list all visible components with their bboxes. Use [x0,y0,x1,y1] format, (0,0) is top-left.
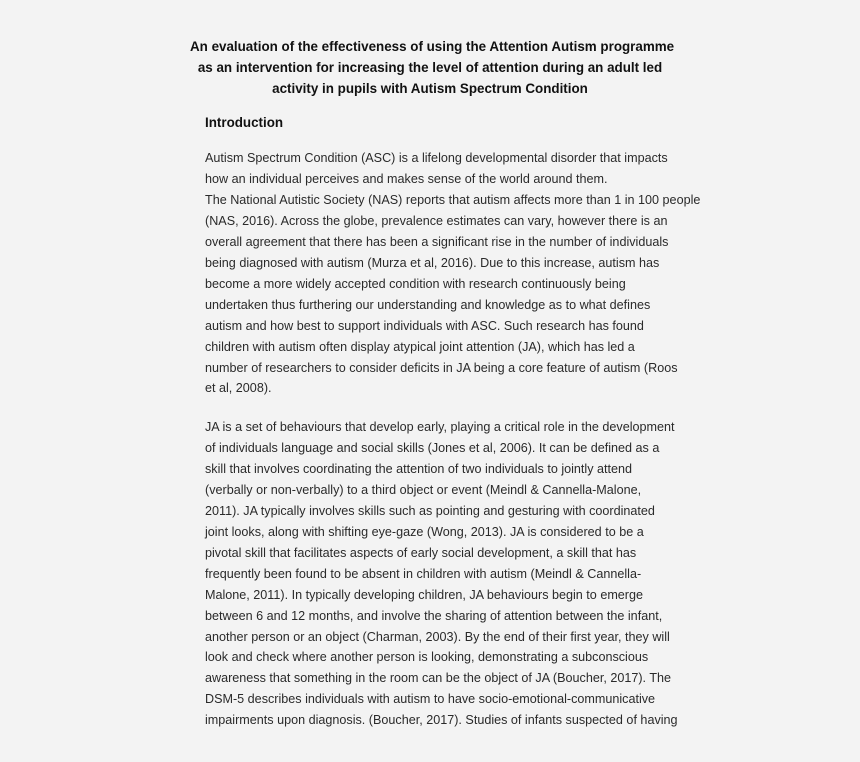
paragraph-line: Autism Spectrum Condition (ASC) is a lifelong developmental disorder that impacts [205,151,668,165]
paragraph-line: become a more widely accepted condition with research continuously being [205,276,626,291]
paragraph-line: how an individual perceives and makes sense of the world around them. [205,171,608,186]
paragraph-line: between 6 and 12 months, and involve the sharing of attention between the infant, [205,608,663,623]
paragraph-2 [205,417,678,731]
paragraph-line: Malone, 2011). In typically developing children, JA behaviours begin to emerge [205,587,644,602]
paragraph-line: another person or an object (Charman, 2003). By the end of their first year, they will [205,629,670,644]
paragraph-line: undertaken thus furthering our understanding and knowledge as to what defines [205,297,651,312]
title-line-1: An evaluation of the effectiveness of using the Attention Autism programme [190,39,675,54]
document-title [190,36,675,99]
paragraph-line: awareness that something in the room can be the object of JA (Boucher, 2017). The [205,671,672,686]
paragraph-line: children with autism often display atypical joint attention (JA), which has led a [205,339,635,354]
paragraph-line: (NAS, 2016). Across the globe, prevalence estimates can vary, however there is an [205,213,668,228]
paragraph-line: 2011). JA typically involves skills such as pointing and gesturing with coordinated [205,503,655,518]
paragraph-line: frequently been found to be absent in children with autism (Meindl & Cannella- [205,566,642,581]
title-line-3: activity in pupils with Autism Spectrum Condition [272,81,588,96]
paragraph-line: look and check where another person is looking, demonstrating a subconscious [205,650,649,665]
paragraph-line: overall agreement that there has been a significant rise in the number of individuals [205,234,669,249]
paragraph-line: impairments upon diagnosis. (Boucher, 2017). Studies of infants suspected of having [205,713,678,728]
paragraph-line: JA is a set of behaviours that develop early, playing a critical role in the development [205,420,675,434]
paragraph-line: being diagnosed with autism (Murza et al, 2016). Due to this increase, autism has [205,255,660,270]
paragraph-line: (verbally or non-verbally) to a third object or event (Meindl & Cannella-Malone, [205,482,642,497]
paragraph-line: autism and how best to support individuals with ASC. Such research has found [205,318,644,333]
paragraph-line: of individuals language and social skills (Jones et al, 2006). It can be defined as a [205,440,660,455]
paragraph-line: The National Autistic Society (NAS) reports that autism affects more than 1 in 100 people [205,192,701,207]
title-line-2: as an intervention for increasing the level of attention during an adult led [197,60,663,75]
paragraph-line: joint looks, along with shifting eye-gaze (Wong, 2013). JA is considered to be a [205,524,644,539]
section-heading: Introduction [205,115,284,130]
paragraph-1 [205,148,701,399]
paragraph-line: et al, 2008). [205,381,272,396]
paragraph-line: pivotal skill that facilitates aspects of early social development, a skill that has [205,545,637,560]
paragraph-line: skill that involves coordinating the attention of two individuals to jointly attend [205,461,633,476]
paragraph-line: number of researchers to consider deficits in JA being a core feature of autism (Roos [205,360,678,375]
paragraph-line: DSM-5 describes individuals with autism to have socio-emotional-communicative [205,692,656,707]
